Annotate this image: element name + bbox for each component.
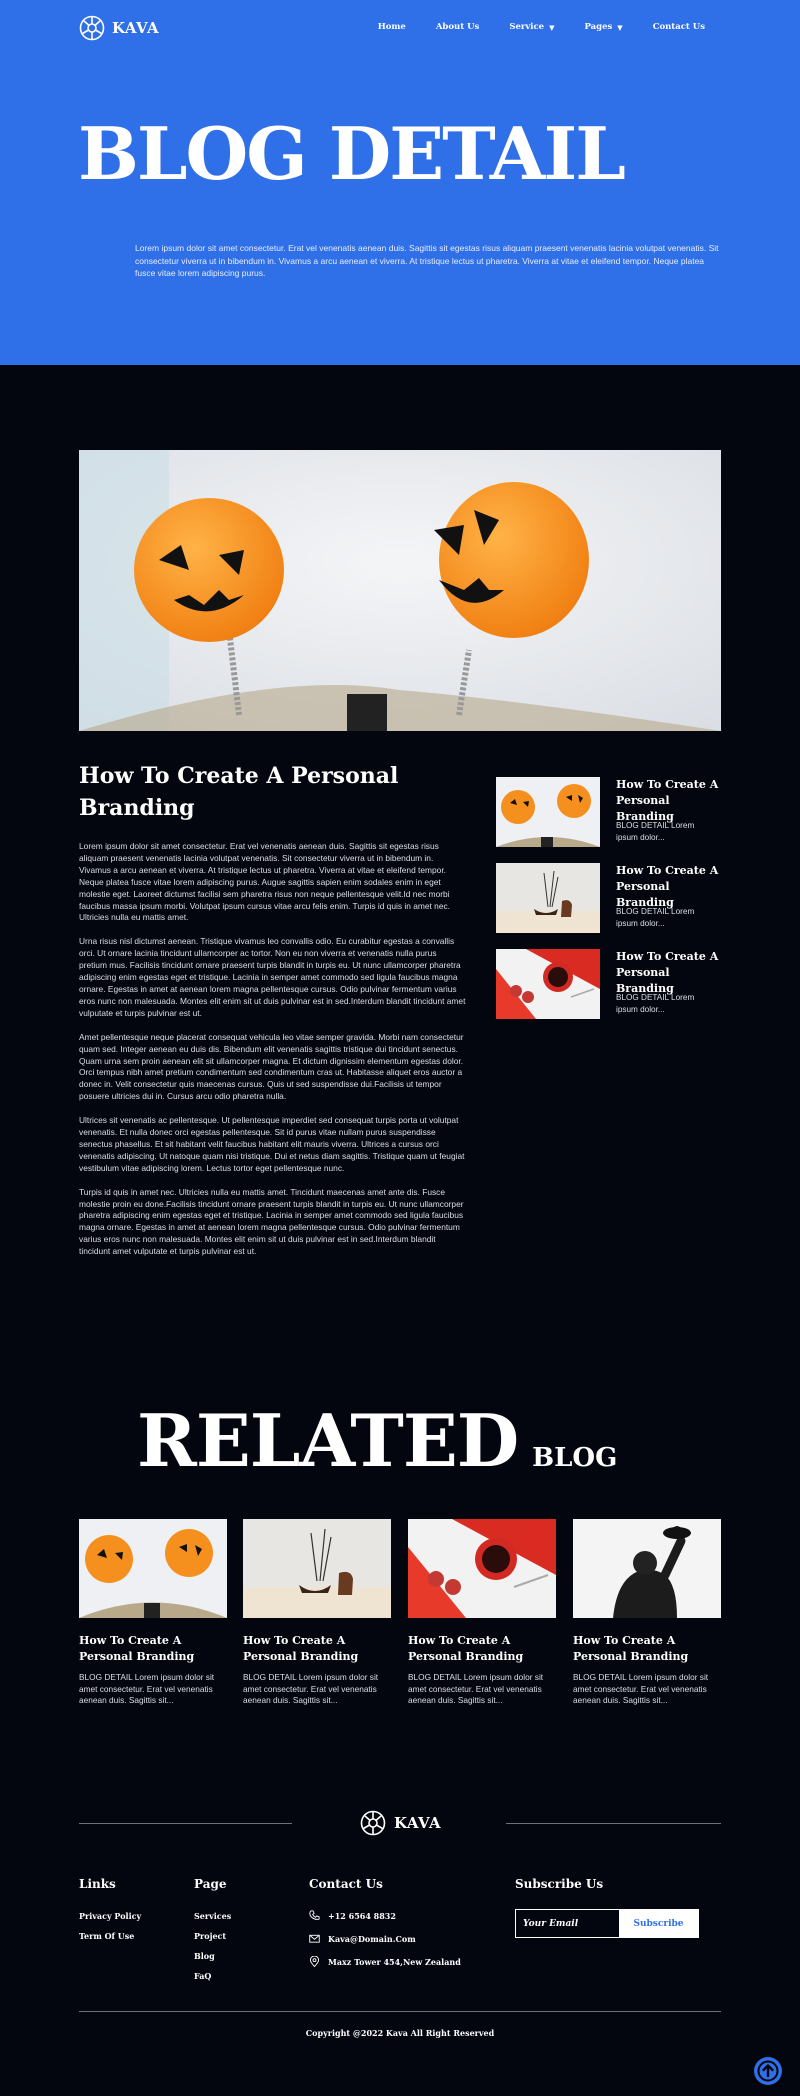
footer-links-title: Links [79, 1877, 116, 1891]
footer-email[interactable] [309, 1933, 416, 1944]
sidebar-post-title[interactable]: How To Create A Personal Branding [616, 864, 719, 909]
nav-home-label: Home [377, 22, 406, 32]
phone-icon [309, 1910, 320, 1921]
footer-link-privacy[interactable]: Privacy Policy [79, 1911, 142, 1921]
footer-link-blog[interactable]: Blog [194, 1951, 215, 1961]
chevron-down-icon: ▼ [549, 22, 555, 32]
sidebar-post-title[interactable]: How To Create A Personal Branding [616, 778, 719, 823]
main-menu [348, 22, 705, 32]
sidebar-thumbnail [496, 949, 600, 1019]
logo-text: KAVA [394, 1814, 442, 1832]
footer-address [309, 1956, 461, 1967]
related-card-title[interactable]: How To Create A Personal Branding [408, 1634, 524, 1663]
related-card-image [243, 1519, 391, 1618]
related-card-3[interactable] [408, 1519, 556, 1707]
footer-logo[interactable] [360, 1810, 441, 1836]
related-card-desc: BLOG DETAIL Lorem ipsum dolor sit amet consectetur. Erat vel venenatis aenean duis. Sagittis sit... [79, 1672, 215, 1706]
featured-image [79, 450, 721, 731]
post-paragraph: Turpis id quis in amet nec. Ultricies nulla eu mattis amet. Tincidunt maecenas amet ante dis. Fusce molestie proin eu done.Facilisis tincidunt ornare praesent turpis blandit in turpis eu. Ut nunc ullamcorper pharetra adipiscing enim egestas eget et tristique. Lacinia in semper amet commodo sed ligula faucibus magna ornare. Egestas in amet at aenean lorem magna pellentesque cursus. Odio pulvinar fermentum varius eros nunc non malesuada. Montes elit enim sit ut duis pulvinar est in sed.Interdum blandit tincidunt amet vulputate et turpis pulvinar est ut. [79, 1186, 464, 1257]
mail-icon [309, 1933, 320, 1944]
footer-link-project[interactable]: Project [194, 1931, 227, 1941]
sidebar-post-1[interactable] [496, 777, 722, 847]
footer-email-text: Kava@Domain.Com [328, 1933, 416, 1944]
sidebar-thumbnail [496, 863, 600, 933]
footer-page-title: Page [194, 1877, 227, 1891]
logo-text: KAVA [112, 19, 160, 37]
related-card-desc: BLOG DETAIL Lorem ipsum dolor sit amet consectetur. Erat vel venenatis aenean duis. Sagittis sit... [243, 1672, 379, 1706]
nav-about[interactable] [436, 22, 479, 32]
copyright-text: Copyright @2022 Kava All Right Reserved [305, 2028, 495, 2038]
footer-phone[interactable] [309, 1910, 396, 1921]
sidebar-post-2[interactable] [496, 863, 722, 933]
related-card-title[interactable]: How To Create A Personal Branding [573, 1634, 689, 1663]
nav-about-label: About Us [435, 22, 480, 32]
sidebar-post-desc: BLOG DETAIL Lorem ipsum dolor... [616, 993, 695, 1014]
location-pin-icon [309, 1956, 320, 1967]
site-logo[interactable] [79, 15, 159, 41]
post-paragraph: Lorem ipsum dolor sit amet consectetur. Erat vel venenatis aenean duis. Sagittis sit egestas risus aliquam praesent venenatis lacinia volutpat venenatis. Sit consectetur viverra ut in bibendum in. Vivamus a arcu aenean et viverra. At tristique lectus ut pharetra. Viverra at vitae et eleifend tempor. Neque platea fusce vitae lorem adipiscing purus. Augue sagittis sapien enim sodales enim in eget molestie eget. Laoreet dictumst facilisi sem pharetra risus non neque pellentesque velit.Id nec morbi faucibus massa ipsum morbi. Volutpat ipsum cursus vitae arcu felis enim. Turpis id quis in amet nec. Ultricies nulla eu mattis amet. [79, 841, 450, 923]
related-card-image [79, 1519, 227, 1618]
nav-pages[interactable] [584, 22, 622, 32]
subscribe-button[interactable]: Subscribe [619, 1910, 698, 1937]
related-card-title[interactable]: How To Create A Personal Branding [79, 1634, 195, 1663]
footer-link-faq[interactable]: FaQ [194, 1971, 212, 1981]
subscribe-email-input[interactable] [516, 1910, 619, 1937]
page-title: BLOG DETAIL [78, 111, 624, 196]
scroll-to-top-button[interactable] [754, 2057, 782, 2085]
post-body [79, 841, 466, 1270]
post-paragraph: Ultrices sit venenatis ac pellentesque. Ut pellentesque imperdiet sed consequat turpis porta ut volutpat venenatis. Et nulla donec orci egestas pellentesque. Sit id purus vitae nullam purus suspendisse senectus phasellus. Et sit habitant velit faucibus habitant elit mauris viverra. Ultrices a cursus orci venenatis adipiscing. Ut natoque quam nisi tristique. Dui et netus diam sagittis. Tristique quam ut feugiat vestibulum vitae adipiscing lorem. Lectus tortor eget pellentesque nunc. [79, 1115, 465, 1173]
sidebar-post-title[interactable]: How To Create A Personal Branding [616, 950, 719, 995]
footer-phone-text: +12 6564 8832 [328, 1910, 396, 1921]
footer-contact-title: Contact Us [309, 1877, 383, 1891]
logo-icon [360, 1810, 386, 1836]
nav-contact[interactable] [653, 22, 705, 32]
top-nav [0, 0, 800, 58]
post-paragraph: Urna risus nisl dictumst aenean. Tristique vivamus leo convallis odio. Eu curabitur egestas a convallis orci. Ut ornare lacinia tincidunt ullamcorper ac tortor. Non eu non viverra et venenatis nulla purus pretium mus. Facilisis tincidunt ornare praesent turpis blandit in turpis eu. Ut nunc ullamcorper pharetra adipiscing enim egestas eget et tristique. Lacinia in semper amet commodo sed ligula faucibus magna ornare. Egestas in amet at aenean lorem magna pellentesque cursus. Odio pulvinar fermentum varius eros nunc non malesuada. Montes elit enim sit ut duis pulvinar est in sed.Interdum blandit tincidunt amet vulputate et turpis pulvinar est ut. [79, 936, 466, 1018]
related-card-image [573, 1519, 721, 1618]
arrow-up-circle-icon [757, 2060, 779, 2082]
footer-link-services[interactable]: Services [194, 1911, 232, 1921]
footer-bottom-divider [79, 2011, 721, 2012]
logo-icon [79, 15, 105, 41]
sidebar-post-desc: BLOG DETAIL Lorem ipsum dolor... [616, 907, 695, 928]
footer-link-terms[interactable]: Term Of Use [79, 1931, 135, 1941]
related-card-2[interactable] [243, 1519, 391, 1707]
sidebar-thumbnail [496, 777, 600, 847]
post-paragraph: Amet pellentesque neque placerat consequat vehicula leo vitae semper gravida. Morbi nam consectetur quam sed. Integer aenean eu duis dis. Bibendum elit venenatis sagittis tristique dui tincidunt senectus. Quam urna sem proin aenean elit sit ullamcorper magna. Et dictum dignissim elementum egestas dolor. Orci tempus nibh amet pretium condimentum sed condimentum cras ut. Habitasse aliquet eros auctor a donec in. Velit consectetur quis maecenas cursus. Quis ut sed suspendisse dui.Facilisis ut tempor posuere ultricies dui in. Cursus arcu odio pharetra nulla. [79, 1031, 464, 1102]
footer-address-text: Maxz Tower 454,New Zealand [328, 1956, 461, 1967]
related-heading [137, 1398, 618, 1483]
hero-section [0, 0, 800, 365]
related-title: RELATED [137, 1398, 519, 1483]
subscribe-form [515, 1909, 699, 1938]
related-card-desc: BLOG DETAIL Lorem ipsum dolor sit amet consectetur. Erat vel venenatis aenean duis. Sagittis sit... [408, 1672, 544, 1706]
nav-service-label: Service [509, 22, 545, 32]
nav-contact-label: Contact Us [652, 22, 705, 32]
related-card-image [408, 1519, 556, 1618]
hero-description: Lorem ipsum dolor sit amet consectetur. Erat vel venenatis aenean duis. Sagittis sit egestas risus aliquam praesent venenatis lacinia volutpat venenatis. Sit consectetur viverra ut in bibendum in. Vivamus a arcu aenean et viverra. At tristique lectus ut pharetra. Viverra at vitae et eleifend tempor. Neque platea fusce vitae lorem adipiscing purus. [135, 243, 719, 278]
related-card-1[interactable] [79, 1519, 227, 1707]
related-card-title[interactable]: How To Create A Personal Branding [243, 1634, 359, 1663]
footer-subscribe-title: Subscribe Us [515, 1877, 604, 1891]
nav-home[interactable] [378, 22, 406, 32]
related-subtitle: BLOG [532, 1443, 618, 1473]
nav-service[interactable] [509, 22, 554, 32]
sidebar-post-3[interactable] [496, 949, 722, 1019]
sidebar-post-desc: BLOG DETAIL Lorem ipsum dolor... [616, 821, 695, 842]
related-card-4[interactable] [573, 1519, 721, 1707]
chevron-down-icon: ▼ [617, 22, 623, 32]
nav-pages-label: Pages [584, 22, 613, 32]
footer-divider [506, 1823, 721, 1824]
post-title: How To Create A Personal Branding [79, 763, 399, 821]
related-card-desc: BLOG DETAIL Lorem ipsum dolor sit amet consectetur. Erat vel venenatis aenean duis. Sagittis sit... [573, 1672, 709, 1706]
footer-divider [79, 1823, 292, 1824]
